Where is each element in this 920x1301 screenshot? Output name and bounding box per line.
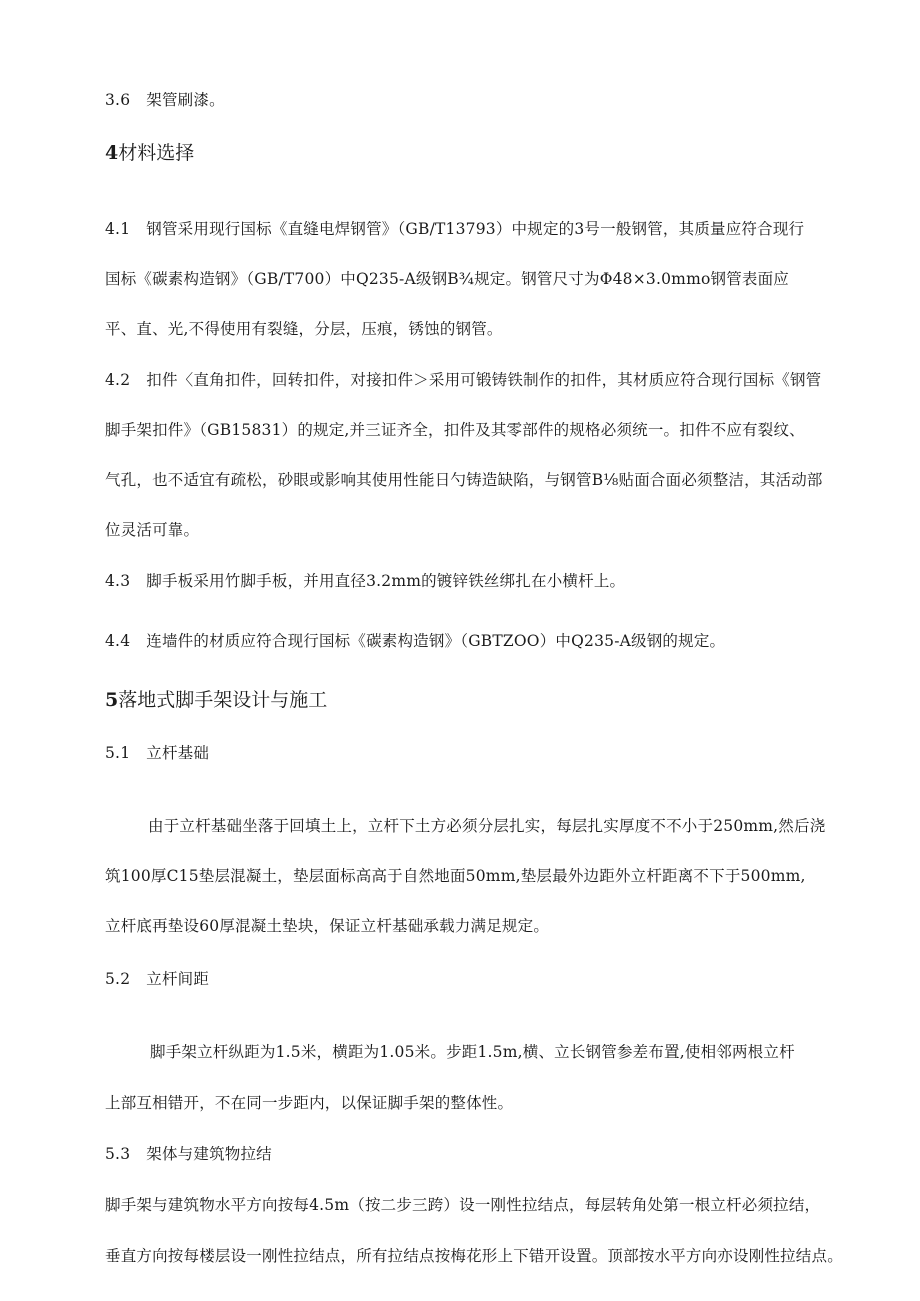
paragraph-line: 脚手板采用竹脚手板，并用直径3.2mm的镀锌铁丝绑扎在小横杆上。 [146, 572, 626, 590]
section-number: 4.3 [105, 572, 131, 590]
section-4-3 [105, 570, 625, 592]
section-5-2-line-2: 上部互相错开，不在同一步距内，以保证脚手架的整体性。 [105, 1094, 514, 1112]
section-4-2-line-1 [105, 369, 821, 391]
section-3-6 [105, 89, 225, 111]
paragraph-line: 扣件〈直角扣件，回转扣件，对接扣件＞采用可锻铸铁制作的扣件，其材质应符合现行国标《钢管 [146, 371, 822, 389]
section-4-2-line-2: 脚手架扣件》（GB15831）的规定,并三证齐全，扣件及其零部件的规格必须统一。扣件不应有裂纹、 [105, 421, 805, 439]
section-5-1-title [105, 742, 209, 764]
section-number: 5.2 [105, 970, 131, 988]
section-number: 3.6 [105, 91, 131, 109]
section-number: 5.3 [105, 1145, 131, 1163]
heading-title: 落地式脚手架设计与施工 [118, 689, 328, 711]
heading-number: 4 [105, 142, 119, 164]
heading-4 [105, 140, 194, 166]
paragraph-line: 连墙件的材质应符合现行国标《碳素构造钢》（GBTZOO）中Q235-A级钢的规定。 [146, 632, 726, 650]
section-5-1-line-1: 由于立杆基础坐落于回填土上，立杆下土方必须分层扎实，每层扎实厚度不不小于250mm,然后浇 [148, 817, 826, 835]
paragraph-line: 钢管采用现行国标《直缝电焊钢管》（GB/T13793）中规定的3号一般钢管，其质量应符合现行 [146, 220, 805, 238]
heading-5 [105, 687, 327, 713]
section-5-1-line-2: 筑100厚C15垫层混凝土，垫层面标高高于自然地面50mm,垫层最外边距外立杆距离不下于500mm, [105, 867, 806, 885]
section-4-1-line-1 [105, 218, 804, 240]
section-title: 架体与建筑物拉结 [146, 1145, 272, 1163]
section-text: 架管刷漆。 [146, 91, 225, 109]
section-4-1-line-2: 国标《碳素构造钢》（GB/T700）中Q235-A级钢B¾规定。钢管尺寸为Φ48×3.0mmo钢管表面应 [105, 270, 790, 288]
section-5-2-line-1: 脚手架立杆纵距为1.5米，横距为1.05米。步距1.5m,横、立长钢管参差布置,使相邻两根立杆 [150, 1043, 795, 1061]
section-5-2-title [105, 968, 209, 990]
heading-title: 材料选择 [118, 142, 195, 164]
section-4-2-line-3: 气孔，也不适宜有疏松，砂眼或影响其使用性能日勺铸造缺陷，与钢管B⅛贴面合面必须整洁，其活动部 [105, 471, 823, 489]
section-number: 5.1 [105, 744, 131, 762]
section-title: 立杆基础 [146, 744, 210, 762]
section-5-3-line-1: 脚手架与建筑物水平方向按每4.5m（按二步三跨）设一刚性拉结点，每层转角处第一根立杆必须拉结， [105, 1196, 821, 1214]
section-4-1-line-3: 平、直、光,不得使用有裂缝，分层，压痕，锈蚀的钢管。 [105, 320, 503, 338]
section-4-4 [105, 630, 725, 652]
section-5-1-line-3: 立杆底再垫设60厚混凝土垫块，保证立杆基础承载力满足规定。 [105, 917, 550, 935]
section-5-3-line-2: 垂直方向按每楼层设一刚性拉结点，所有拉结点按梅花形上下错开设置。顶部按水平方向亦设刚性拉结点。 [105, 1247, 843, 1265]
section-number: 4.4 [105, 632, 131, 650]
section-5-3-title [105, 1143, 272, 1165]
section-title: 立杆间距 [146, 970, 210, 988]
section-number: 4.1 [105, 220, 131, 238]
section-4-2-line-4: 位灵活可靠。 [105, 521, 200, 539]
heading-number: 5 [105, 689, 119, 711]
section-number: 4.2 [105, 371, 131, 389]
